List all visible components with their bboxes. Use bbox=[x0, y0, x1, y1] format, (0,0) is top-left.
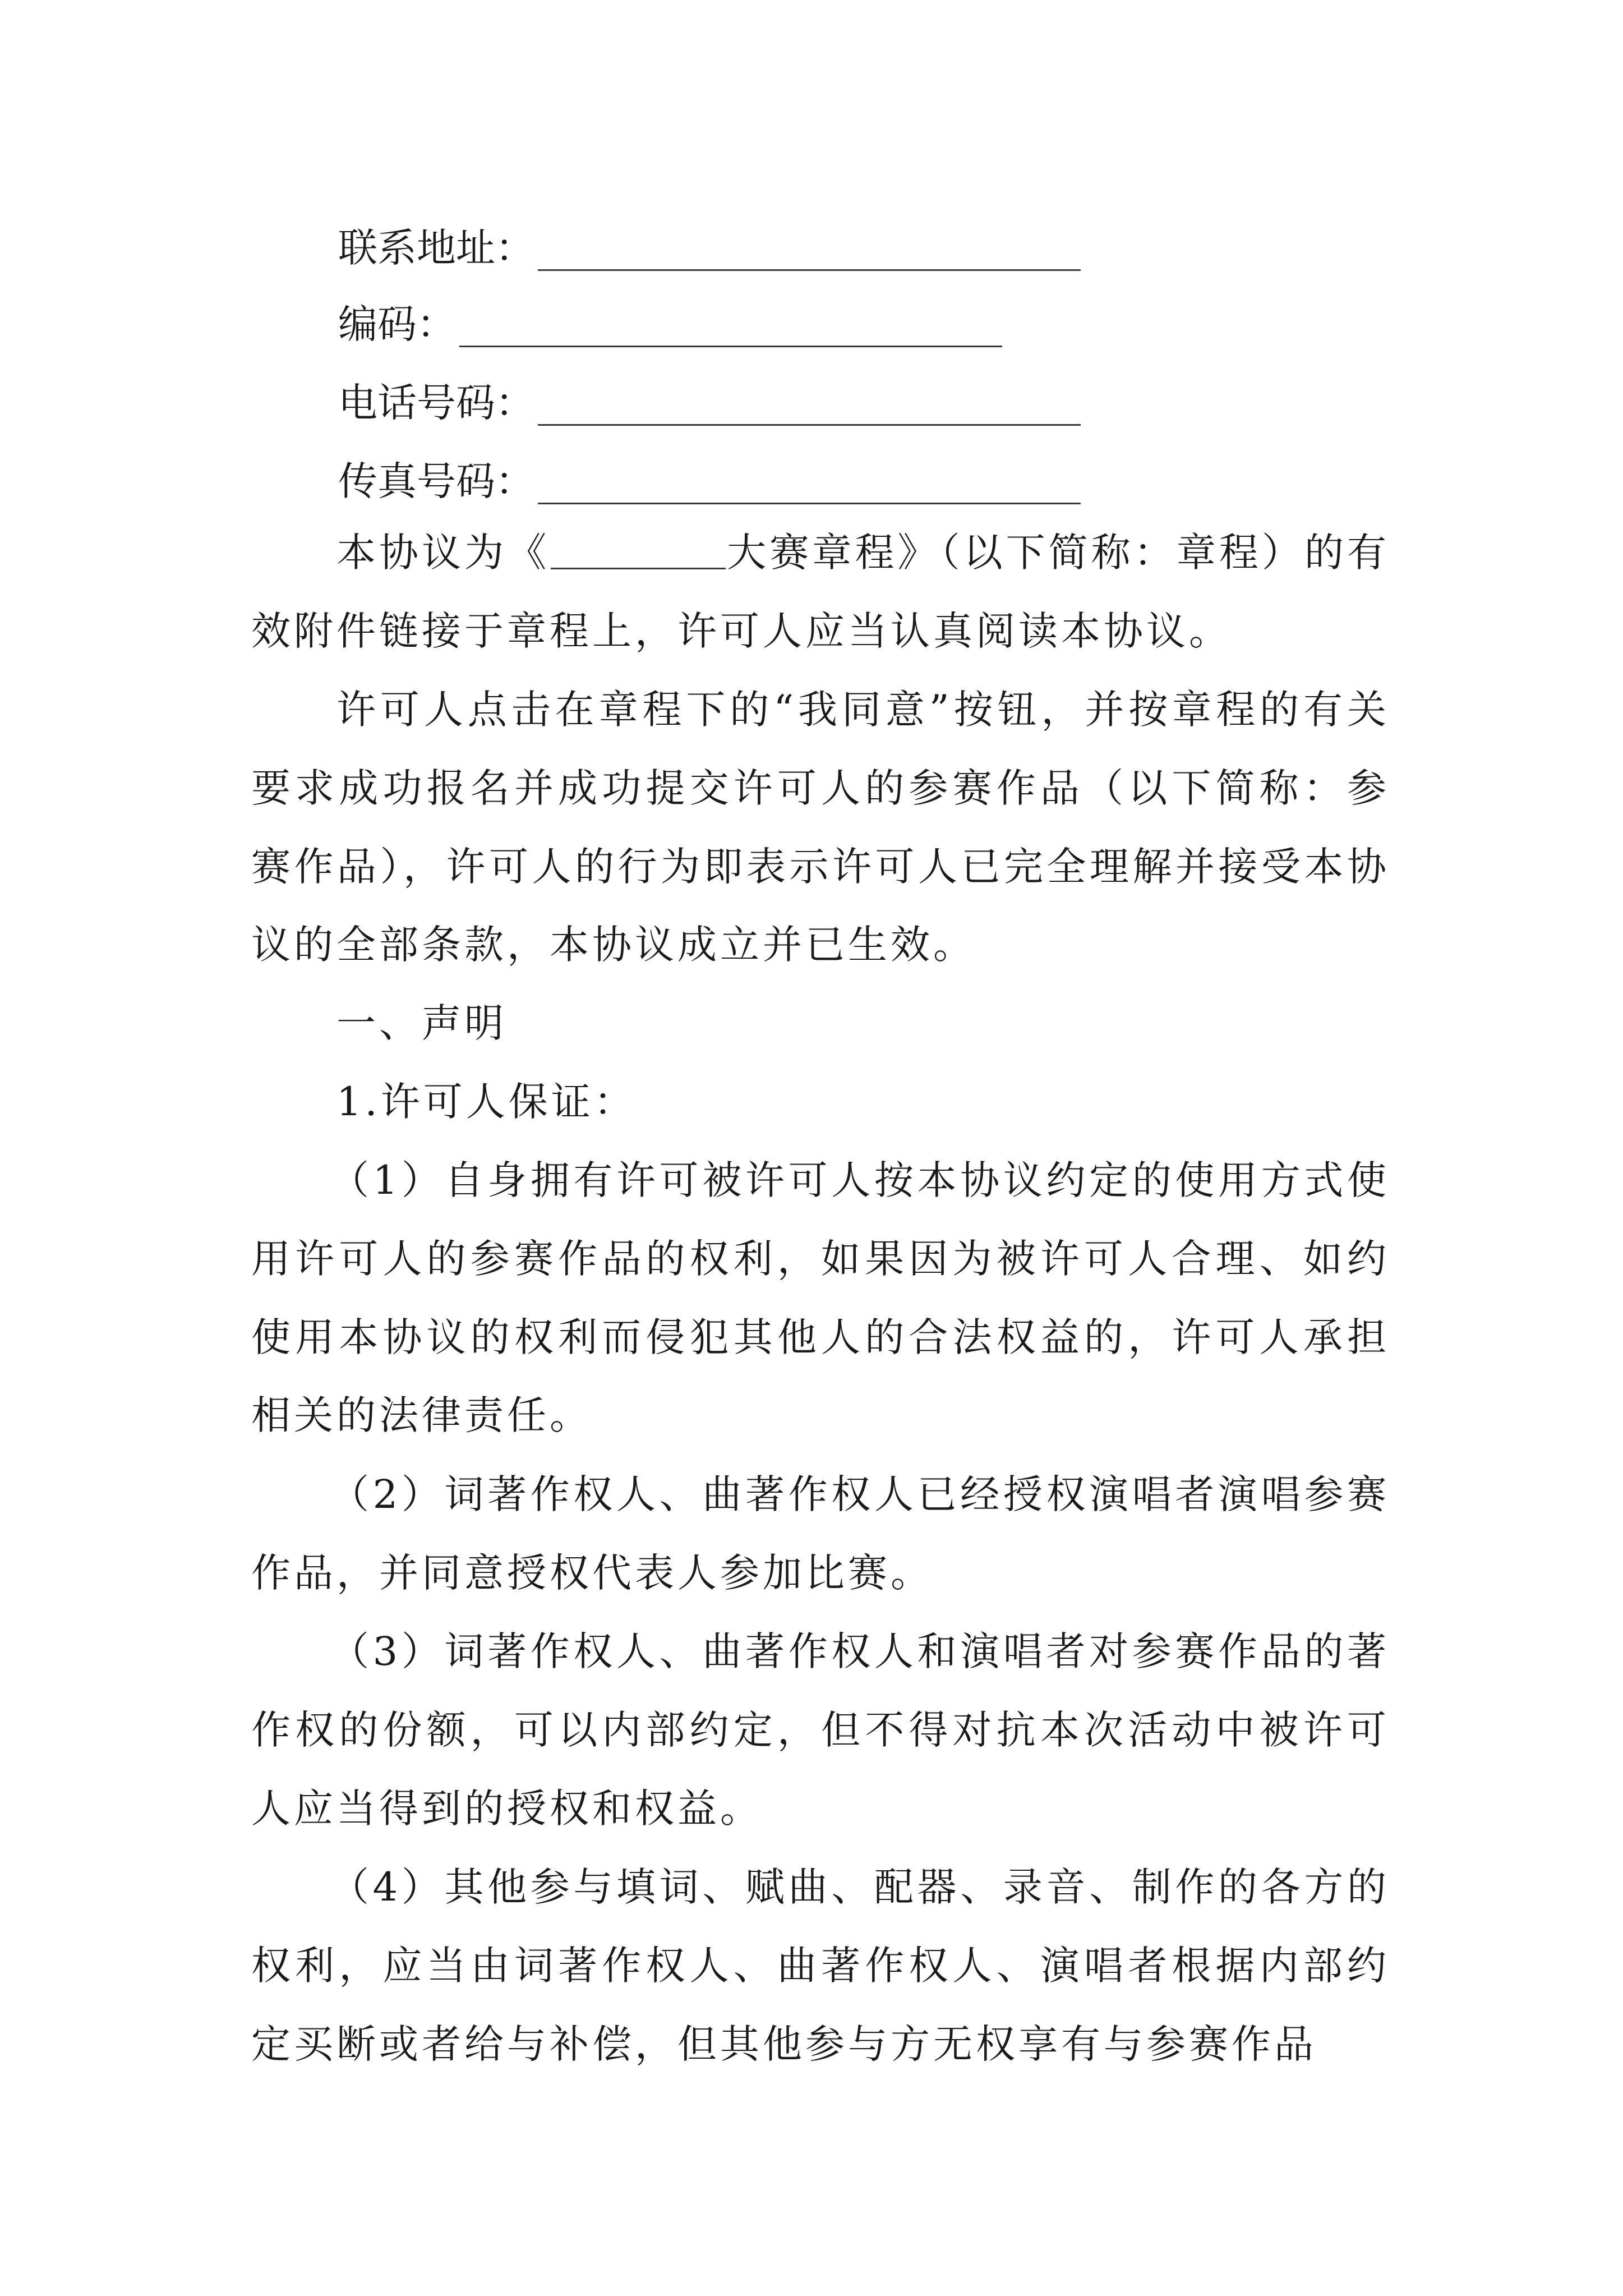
acceptance-paragraph: 许可人点击在章程下的“我同意”按钮，并按章程的有关要求成功报名并成功提交许可人的参赛作品（以下简称：参赛作品），许可人的行为即表示许可人已完全理解并接受本协议的全部条款，本协议成立并已生效。 bbox=[251, 687, 1390, 968]
agreement-intro-suffix: 大赛章程》（以下简称：章程）的有效附件链接于章程上，许可人应当认真阅读本协议。 bbox=[251, 530, 1390, 654]
phone-blank bbox=[538, 385, 1081, 426]
clause-3: （3）词著作权人、曲著作权人和演唱者对参赛作品的著作权的份额，可以内部约定，但不得对抗本次活动中被许可人应当得到的授权和权益。 bbox=[251, 1628, 1390, 1832]
contact-address-field bbox=[338, 214, 1081, 282]
fax-blank bbox=[538, 463, 1081, 504]
clause-2: （2）词著作权人、曲著作权人已经授权演唱者演唱参赛作品，并同意授权代表人参加比赛。 bbox=[251, 1471, 1390, 1596]
agreement-intro-prefix: 本协议为《 bbox=[336, 530, 550, 576]
fax-field bbox=[338, 448, 1081, 515]
fax-label: 传真号码： bbox=[338, 458, 534, 504]
agreement-intro-paragraph bbox=[251, 514, 1390, 671]
contact-address-label: 联系地址： bbox=[338, 225, 534, 271]
postal-code-blank bbox=[459, 306, 1002, 347]
phone-label: 电话号码： bbox=[338, 380, 534, 426]
contact-address-blank bbox=[538, 230, 1081, 271]
phone-field bbox=[338, 369, 1081, 436]
postal-code-label: 编码： bbox=[338, 301, 456, 347]
postal-code-field bbox=[338, 291, 1002, 358]
section-one-heading: 一、声明 bbox=[336, 1000, 507, 1046]
item-1-heading: 1.许可人保证： bbox=[336, 1079, 637, 1125]
contest-name-blank bbox=[551, 531, 726, 569]
clause-1: （1）自身拥有许可被许可人按本协议约定的使用方式使用许可人的参赛作品的权利，如果因为被许可人合理、如约使用本协议的权利而侵犯其他人的合法权益的，许可人承担相关的法律责任。 bbox=[251, 1157, 1390, 1439]
clause-4: （4）其他参与填词、赋曲、配器、录音、制作的各方的权利，应当由词著作权人、曲著作权人、演唱者根据内部约定买断或者给与补偿，但其他参与方无权享有与参赛作品 bbox=[251, 1864, 1390, 2067]
